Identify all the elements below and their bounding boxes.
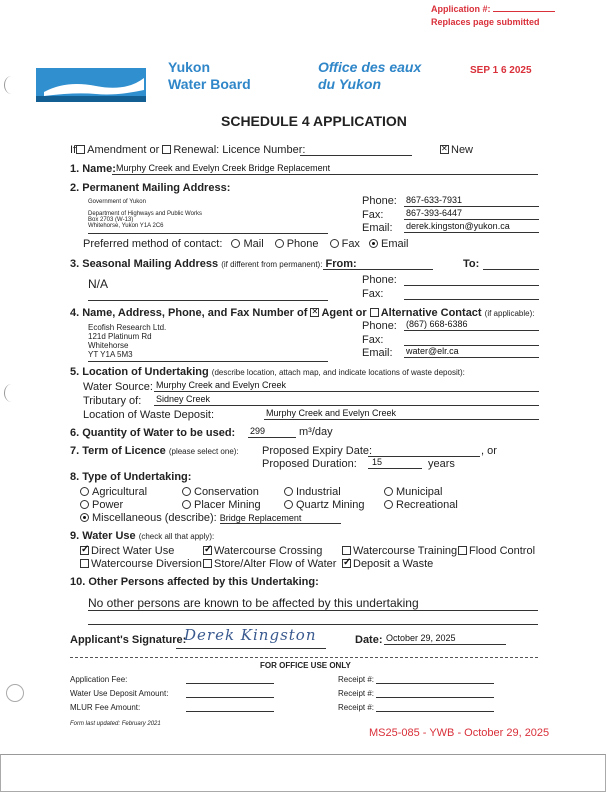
agent-email-value[interactable]: water@elr.ca [406, 346, 459, 356]
page-title: SCHEDULE 4 APPLICATION [221, 113, 407, 129]
quantity-unit: m³/day [299, 426, 333, 438]
phone-value[interactable]: 867-633-7931 [406, 195, 463, 205]
receipt-label: Receipt #: [338, 703, 375, 712]
agent-address-line: Whitehorse [88, 341, 129, 350]
type-quartz[interactable]: Quartz Mining [284, 499, 364, 511]
punch-hole [4, 76, 19, 94]
org-name-fr-2: du Yukon [318, 76, 381, 92]
address-line: Box 2703 (W-13) [88, 217, 134, 223]
use-training[interactable]: Watercourse Training [342, 545, 457, 557]
type-conservation[interactable]: Conservation [182, 486, 259, 498]
office-fee-label: Application Fee: [70, 675, 128, 684]
page-bottom-frame [0, 754, 606, 792]
waste-value[interactable]: Murphy Creek and Evelyn Creek [266, 408, 397, 418]
phone-label: Phone: [362, 195, 397, 207]
org-name-fr-1: Office des eaux [318, 59, 422, 75]
preferred-contact: Preferred method of contact: Mail Phone Fax Email [83, 238, 409, 250]
waste-label: Location of Waste Deposit: [83, 409, 215, 421]
licence-row: If Amendment or Renewal: Licence Number: [70, 144, 306, 156]
address-line: Government of Yukon [88, 199, 146, 205]
name-label: 1. Name: [70, 163, 116, 175]
seasonal-row: 3. Seasonal Mailing Address (if different from permanent): From: [70, 258, 357, 270]
yukon-water-board-logo [36, 68, 146, 102]
stamp-date: SEP 1 6 2025 [470, 65, 532, 76]
name-value[interactable]: Murphy Creek and Evelyn Creek Bridge Replacement [116, 163, 331, 173]
renewal-checkbox[interactable] [162, 145, 171, 154]
agent-address-line: Ecofish Research Ltd. [88, 323, 167, 332]
punch-hole [4, 384, 19, 402]
punch-hole [6, 684, 24, 702]
stamp-application-no: Application #: [431, 4, 555, 14]
form-updated: Form last updated: February 2021 [70, 721, 161, 727]
expiry-label: Proposed Expiry Date: [262, 445, 373, 457]
use-deposit[interactable]: ✓ Deposit a Waste [342, 558, 433, 570]
fax-value[interactable]: 867-393-6447 [406, 208, 463, 218]
reference-stamp: MS25-085 - YWB - October 29, 2025 [369, 727, 550, 739]
office-deposit-label: Water Use Deposit Amount: [70, 689, 169, 698]
stamp-replaces: Replaces page submitted [431, 17, 540, 27]
org-name-en-1: Yukon [168, 59, 211, 75]
agent-phone-label: Phone: [362, 320, 397, 332]
receipt-label: Receipt #: [338, 675, 375, 684]
fax-label: Fax: [362, 209, 384, 221]
email-value[interactable]: derek.kingston@yukon.ca [406, 221, 510, 231]
tributary-label: Tributary of: [83, 395, 142, 407]
address-line: Department of Highways and Public Works [88, 211, 202, 217]
agent-address-line: 121d Platinum Rd [88, 332, 152, 341]
type-municipal[interactable]: Municipal [384, 486, 442, 498]
new-checkbox[interactable] [440, 145, 449, 154]
new-licence: ✕ New [440, 144, 473, 156]
years-label: years [428, 458, 455, 470]
agent-email-label: Email: [362, 347, 393, 359]
agent-fax-label: Fax: [362, 334, 384, 346]
source-label: Water Source: [83, 381, 153, 393]
seasonal-phone-label: Phone: [362, 274, 397, 286]
agent-address-line: YT Y1A 5M3 [88, 350, 133, 359]
use-store[interactable]: Store/Alter Flow of Water [203, 558, 336, 570]
seasonal-value[interactable]: N/A [88, 277, 109, 291]
water-use-row: 9. Water Use (check all that apply): [70, 530, 215, 542]
tributary-value[interactable]: Sidney Creek [156, 394, 211, 404]
phone-radio[interactable] [275, 239, 284, 248]
address-line: Whitehorse, Yukon Y1A 2C6 [88, 223, 164, 229]
term-row: 7. Term of Licence (please select one): [70, 445, 239, 457]
source-value[interactable]: Murphy Creek and Evelyn Creek [156, 380, 287, 390]
use-crossing[interactable]: ✓ Watercourse Crossing [203, 545, 322, 557]
location-row: 5. Location of Undertaking (describe location, attach map, and indicate locations of waste deposit): [70, 366, 465, 378]
receipt-label: Receipt #: [338, 689, 375, 698]
type-industrial[interactable]: Industrial [284, 486, 341, 498]
agent-checkbox[interactable] [310, 308, 319, 317]
office-mlur-label: MLUR Fee Amount: [70, 703, 141, 712]
permanent-label: 2. Permanent Mailing Address: [70, 182, 231, 194]
type-power[interactable]: Power [80, 499, 123, 511]
others-label: 10. Other Persons affected by this Undertaking: [70, 576, 319, 588]
use-diversion[interactable]: Watercourse Diversion [80, 558, 202, 570]
type-label: 8. Type of Undertaking: [70, 471, 192, 483]
agent-row: 4. Name, Address, Phone, and Fax Number of ✕ Agent or Alternative Contact (if applicable): [70, 307, 534, 319]
seasonal-fax-label: Fax: [362, 288, 384, 300]
signature-label: Applicant's Signature: [70, 634, 187, 646]
quantity-value[interactable]: 299 [250, 426, 266, 436]
email-radio[interactable] [369, 239, 378, 248]
type-agricultural[interactable]: Agricultural [80, 486, 147, 498]
duration-label: Proposed Duration: [262, 458, 357, 470]
signature: Derek Kingston [184, 626, 317, 644]
type-misc[interactable]: Miscellaneous (describe): Bridge Replacement [80, 512, 341, 524]
use-flood[interactable]: Flood Control [458, 545, 535, 557]
type-recreational[interactable]: Recreational [384, 499, 458, 511]
use-direct[interactable]: ✓Direct Water Use [80, 545, 174, 557]
to-label: To: [463, 258, 480, 270]
others-value[interactable]: No other persons are known to be affected by this undertaking [88, 596, 419, 610]
office-use-title: FOR OFFICE USE ONLY [260, 661, 351, 670]
agent-phone-value[interactable]: (867) 668-6386 [406, 319, 468, 329]
email-label: Email: [362, 222, 393, 234]
duration-value[interactable]: 15 [372, 457, 383, 467]
alternative-checkbox[interactable] [370, 308, 379, 317]
fax-radio[interactable] [330, 239, 339, 248]
type-placer[interactable]: Placer Mining [182, 499, 261, 511]
date-label: Date: [355, 634, 383, 646]
date-value[interactable]: October 29, 2025 [386, 633, 456, 643]
mail-radio[interactable] [231, 239, 240, 248]
amendment-checkbox[interactable] [76, 145, 85, 154]
term-or: , or [481, 445, 497, 457]
org-name-en-2: Water Board [168, 76, 251, 92]
quantity-label: 6. Quantity of Water to be used: [70, 427, 236, 439]
